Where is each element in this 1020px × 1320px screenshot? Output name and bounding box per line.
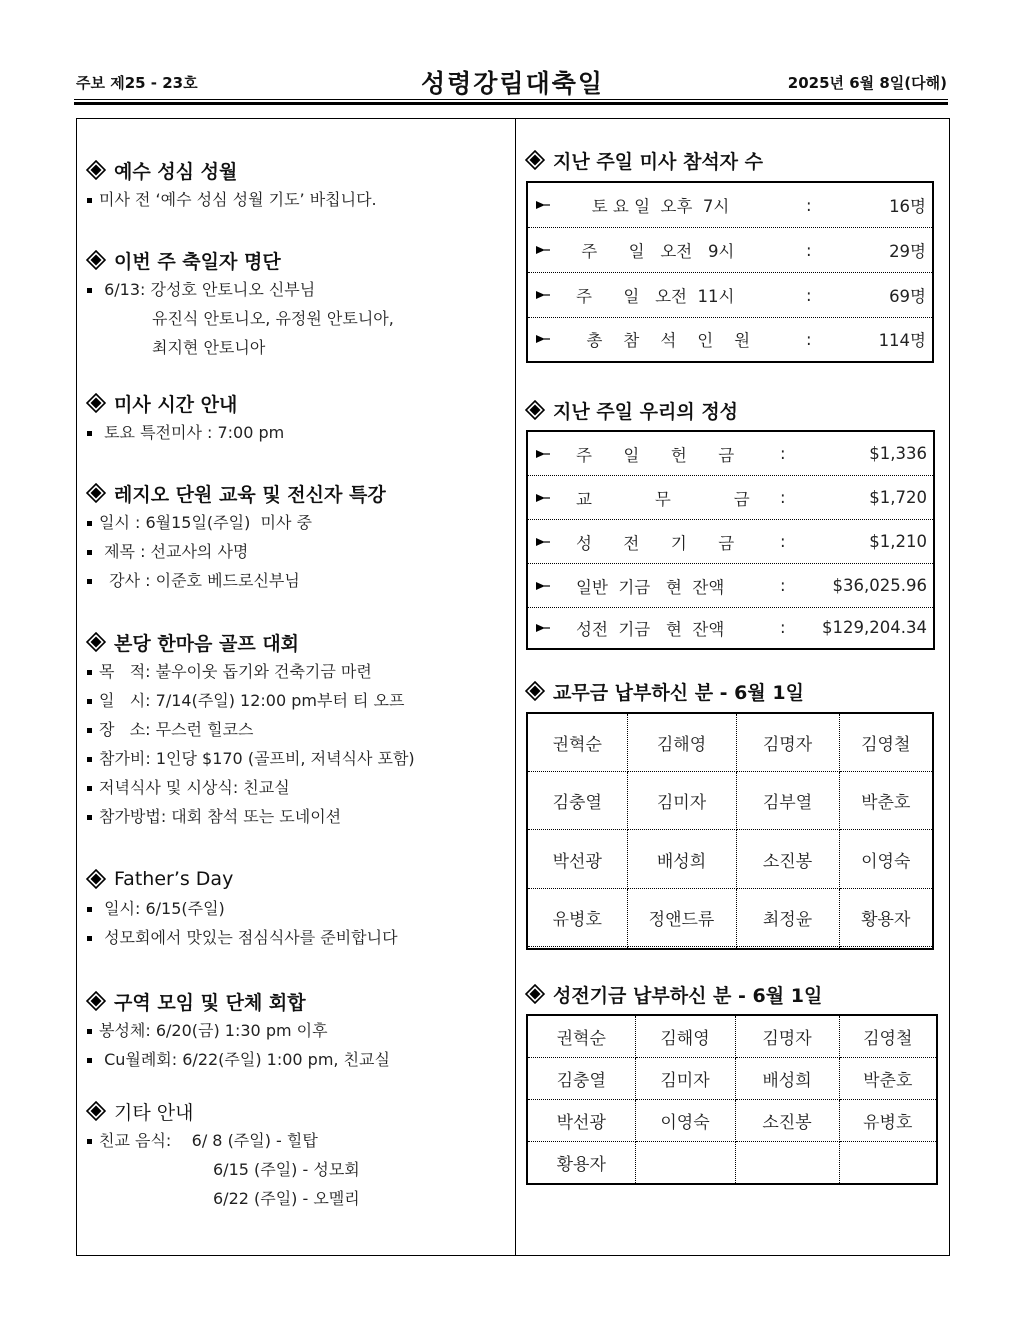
- donor-name: 박춘호: [839, 1057, 936, 1099]
- section-fathers-day: [86, 865, 511, 951]
- donor-name: 소진봉: [736, 830, 839, 889]
- attendance-table: [526, 181, 934, 363]
- list-item: 제목 : 선교사의 사명: [86, 536, 511, 565]
- donor-row: [528, 830, 932, 889]
- list-item: 6/13: 강성호 안토니오 신부님: [86, 274, 511, 303]
- diamond-icon: [525, 150, 545, 170]
- bullet-icon: [87, 1058, 92, 1063]
- section-legio-education: [86, 479, 511, 594]
- donor-row: [528, 1142, 936, 1183]
- header-rule-thin: [74, 99, 948, 100]
- list-item-continuation: 6/22 (주일) - 오멜리: [213, 1189, 360, 1208]
- diamond-icon: [525, 400, 545, 420]
- diamond-icon: [86, 869, 106, 889]
- page-title: 성령강림대축일: [420, 69, 605, 98]
- section-title: Father’s Day: [114, 868, 234, 890]
- list-item: 목 적: 불우이웃 돕기와 건축기금 마련: [86, 656, 511, 685]
- bullet-icon: [87, 521, 92, 526]
- list-item-continuation: 6/15 (주일) - 성모회: [213, 1160, 360, 1179]
- bullet-icon: [87, 550, 92, 555]
- offering-label: 성전 기금 현 잔액: [576, 619, 725, 639]
- attendance-label: 총 참 석 인 원: [576, 331, 751, 350]
- list-item: 봉성체: 6/20(금) 1:30 pm 이후: [86, 1015, 511, 1044]
- building-fund-donors-title: 성전기금 납부하신 분 - 6월 1일: [525, 980, 822, 1008]
- bullet-icon: [87, 1029, 92, 1034]
- attendance-row: 주 일 오전 11시 : 69명: [528, 273, 932, 318]
- donor-name: 최정윤: [736, 888, 839, 947]
- bullet-icon: [87, 579, 92, 584]
- attendance-count: 29명: [889, 242, 926, 261]
- bulletin-date: 2025년 6월 8일(다해): [787, 74, 947, 92]
- section-other-notices: [86, 1097, 511, 1212]
- offering-amount: $1,720: [869, 488, 927, 507]
- donor-name: 박선광: [528, 830, 627, 889]
- bullet-icon: [87, 936, 92, 941]
- donor-name: [627, 947, 736, 948]
- offering-amount: $1,336: [869, 444, 927, 463]
- donor-name: 김충열: [528, 771, 627, 830]
- donor-name: 김영철: [839, 1016, 936, 1057]
- section-mass-schedule: [86, 389, 511, 446]
- attendance-row: 토 요 일 오후 7시 : 16명: [528, 183, 932, 228]
- donor-row: [528, 1057, 936, 1099]
- donor-name: 배성희: [627, 830, 736, 889]
- donor-row: [528, 888, 932, 947]
- donor-name: 이영숙: [839, 830, 932, 889]
- donor-name: 김영철: [839, 714, 932, 771]
- attendance-count: 69명: [889, 287, 926, 306]
- bullet-icon: [87, 757, 92, 762]
- pointer-arrow-icon: [536, 494, 550, 502]
- donor-name: 유병호: [528, 888, 627, 947]
- donor-name: 박선광: [528, 1099, 635, 1141]
- offering-label: 성 전 기 금: [576, 533, 735, 553]
- offering-row: 일반 기금 현 잔액 : $36,025.96: [528, 564, 933, 608]
- diamond-icon: [86, 160, 106, 180]
- donor-name: [528, 947, 627, 948]
- donor-row-empty: [528, 947, 932, 948]
- pointer-arrow-icon: [536, 624, 550, 632]
- attendance-row: 주 일 오전 9시 : 29명: [528, 228, 932, 273]
- donor-name: 김충열: [528, 1057, 635, 1099]
- offerings-table: [526, 430, 935, 650]
- bullet-icon: [87, 786, 92, 791]
- donor-name: 유병호: [839, 1099, 936, 1141]
- list-item: 일시 : 6월15일(주일) 미사 중: [86, 507, 511, 536]
- bullet-icon: [87, 728, 92, 733]
- section-title: 구역 모임 및 단체 회합: [114, 991, 306, 1014]
- diamond-icon: [525, 681, 545, 701]
- offering-row: 성전 기금 현 잔액 : $129,204.34: [528, 608, 933, 647]
- header-rule-thick: [74, 102, 948, 105]
- diamond-icon: [86, 250, 106, 270]
- section-feast-day-list: [86, 246, 511, 361]
- attendance-title: 지난 주일 미사 참석자 수: [525, 146, 763, 174]
- section-title: 기타 안내: [114, 1101, 194, 1124]
- pointer-arrow-icon: [536, 335, 550, 343]
- building-fund-donors-table: [526, 1014, 938, 1185]
- list-item: 장 소: 무스런 힐코스: [86, 714, 511, 743]
- bullet-icon: [87, 699, 92, 704]
- attendance-row-total: 총 참 석 인 원 : 114명: [528, 318, 932, 360]
- list-item: 미사 전 ‘예수 성심 성월 기도’ 바칩니다.: [86, 184, 511, 213]
- offering-row: 교 무 금 : $1,720: [528, 476, 933, 520]
- attendance-label: 주 일 오전 9시: [576, 242, 735, 261]
- section-title: 레지오 단원 교육 및 전신자 특강: [114, 483, 386, 506]
- list-item: 일시: 6/15(주일): [86, 893, 511, 922]
- diamond-icon: [86, 1101, 106, 1121]
- list-item-continuation: 유진식 안토니오, 유정원 안토니아,: [152, 309, 394, 328]
- list-item: 참가방법: 대회 참석 또는 도네이션: [86, 801, 511, 830]
- diamond-icon: [86, 483, 106, 503]
- attendance-count: 114명: [878, 331, 926, 350]
- offering-amount: $36,025.96: [832, 576, 927, 595]
- list-item: 성모회에서 맛있는 점심식사를 준비합니다: [86, 922, 511, 951]
- diamond-icon: [525, 984, 545, 1004]
- bulletin-header: [76, 60, 949, 104]
- section-golf-tournament: [86, 628, 511, 830]
- offerings-title: 지난 주일 우리의 정성: [525, 396, 738, 424]
- donor-name: 박춘호: [839, 771, 932, 830]
- donor-name: 소진봉: [735, 1099, 839, 1141]
- donor-name: 권혁순: [528, 1016, 635, 1057]
- bullet-icon: [87, 288, 92, 293]
- list-item: 저녁식사 및 시상식: 친교실: [86, 772, 511, 801]
- list-item: 강사 : 이준호 베드로신부님: [86, 565, 511, 594]
- bullet-icon: [87, 670, 92, 675]
- donor-row: [528, 1099, 936, 1141]
- donor-name: 황용자: [528, 1142, 635, 1183]
- bullet-icon: [87, 431, 92, 436]
- donor-name: 권혁순: [528, 714, 627, 771]
- donor-name: 황용자: [839, 888, 932, 947]
- issue-number: 주보 제25 - 23호: [76, 74, 198, 92]
- donor-name: 김명자: [736, 714, 839, 771]
- list-item-continuation: 최지현 안토니아: [152, 338, 266, 357]
- column-divider: [515, 118, 516, 1256]
- offering-row: 성 전 기 금 : $1,210: [528, 520, 933, 564]
- donor-name: 김명자: [735, 1016, 839, 1057]
- offering-label: 교 무 금: [576, 489, 750, 509]
- offering-amount: $129,204.34: [822, 618, 927, 637]
- offering-label: 주 일 헌 금: [576, 445, 735, 465]
- donor-name: [735, 1142, 839, 1183]
- donor-name: 정앤드류: [627, 888, 736, 947]
- bullet-icon: [87, 198, 92, 203]
- section-title: 미사 시간 안내: [114, 393, 238, 416]
- donor-row: [528, 771, 932, 830]
- pointer-arrow-icon: [536, 450, 550, 458]
- donor-name: [839, 947, 932, 948]
- list-item: 친교 음식: 6/ 8 (주일) - 힐탑: [86, 1125, 511, 1154]
- attendance-label: 주 일 오전 11시: [576, 287, 735, 306]
- bullet-icon: [87, 907, 92, 912]
- list-item: Cu월례회: 6/22(주일) 1:00 pm, 친교실: [86, 1044, 511, 1073]
- list-item: 일 시: 7/14(주일) 12:00 pm부터 티 오프: [86, 685, 511, 714]
- section-sacred-heart-month: [86, 156, 511, 213]
- church-fee-donors-table: [526, 712, 934, 950]
- donor-name: 김해영: [635, 1016, 735, 1057]
- section-title: 본당 한마음 골프 대회: [114, 632, 300, 655]
- donor-name: [635, 1142, 735, 1183]
- bullet-icon: [87, 815, 92, 820]
- offering-amount: $1,210: [869, 532, 927, 551]
- list-item: 토요 특전미사 : 7:00 pm: [86, 417, 511, 446]
- offering-label: 일반 기금 현 잔액: [576, 577, 725, 597]
- donor-name: 이영숙: [635, 1099, 735, 1141]
- donor-name: [736, 947, 839, 948]
- donor-name: 배성희: [735, 1057, 839, 1099]
- diamond-icon: [86, 991, 106, 1011]
- donor-row: [528, 1016, 936, 1057]
- attendance-label: 토 요 일 오후 7시: [576, 197, 730, 216]
- pointer-arrow-icon: [536, 291, 550, 299]
- church-fee-donors-title: 교무금 납부하신 분 - 6월 1일: [525, 677, 804, 705]
- donor-name: 김미자: [627, 771, 736, 830]
- list-item: 참가비: 1인당 $170 (골프비, 저녁식사 포함): [86, 743, 511, 772]
- diamond-icon: [86, 632, 106, 652]
- diamond-icon: [86, 393, 106, 413]
- pointer-arrow-icon: [536, 246, 550, 254]
- pointer-arrow-icon: [536, 201, 550, 209]
- donor-name: [839, 1142, 936, 1183]
- section-title: 예수 성심 성월: [114, 160, 238, 183]
- donor-name: 김부열: [736, 771, 839, 830]
- pointer-arrow-icon: [536, 582, 550, 590]
- section-title: 이번 주 축일자 명단: [114, 250, 281, 273]
- donor-name: 김해영: [627, 714, 736, 771]
- pointer-arrow-icon: [536, 538, 550, 546]
- section-district-meetings: [86, 987, 511, 1073]
- donor-name: 김미자: [635, 1057, 735, 1099]
- donor-row: [528, 714, 932, 771]
- attendance-count: 16명: [889, 197, 926, 216]
- bullet-icon: [87, 1139, 92, 1144]
- offering-row: 주 일 헌 금 : $1,336: [528, 432, 933, 476]
